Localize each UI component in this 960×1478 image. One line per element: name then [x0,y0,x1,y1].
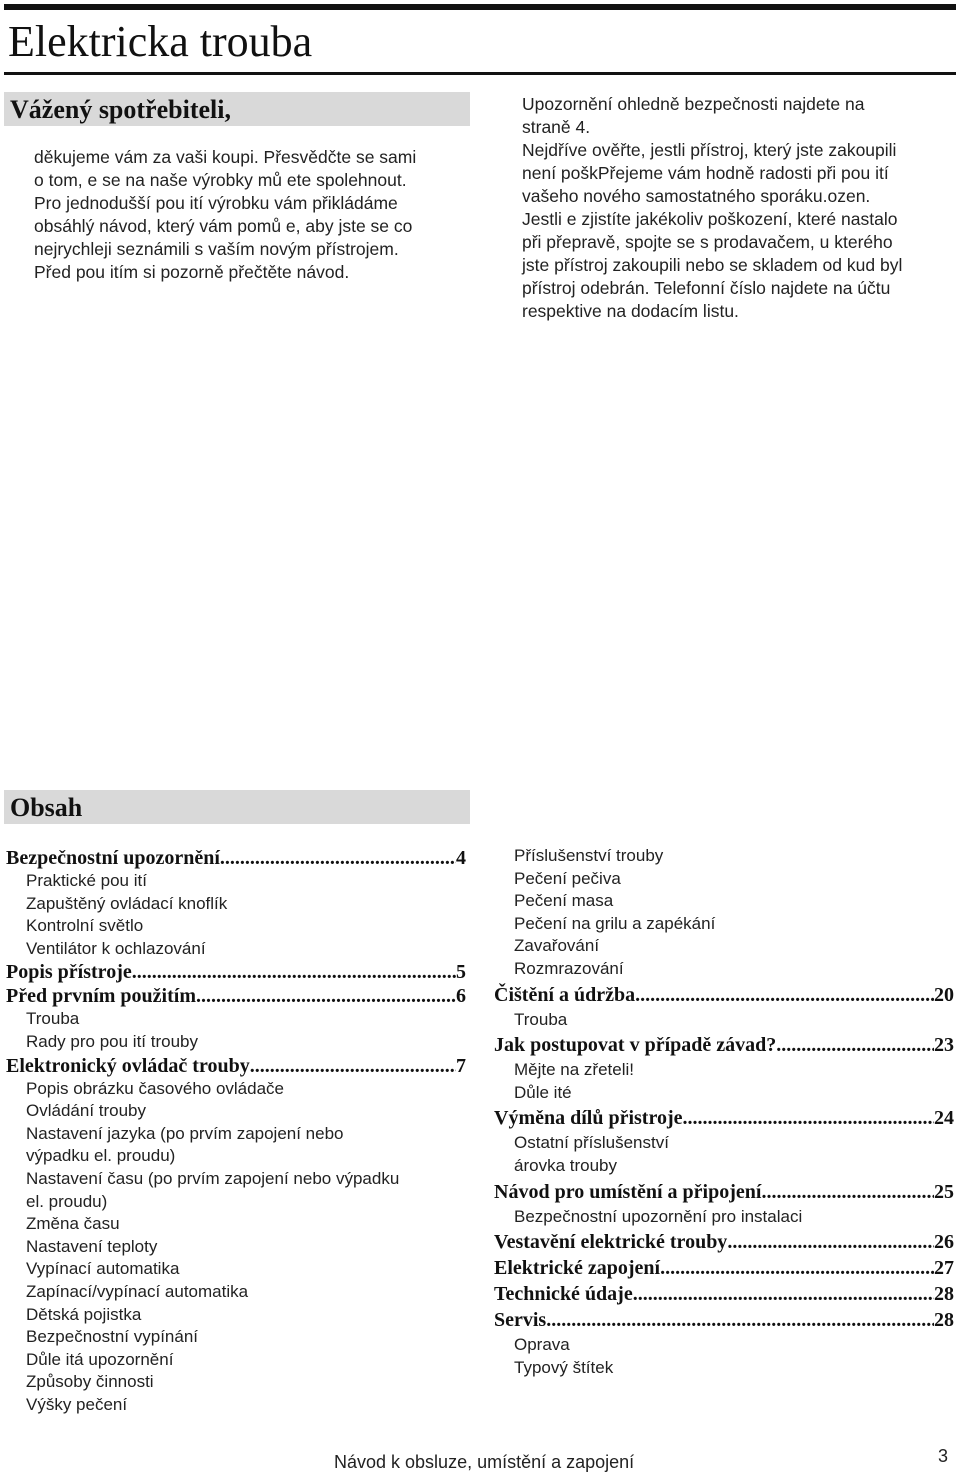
toc-entry-title: Bezpečnostní upozornění [6,847,220,869]
notice-line: jste přístroj zakoupili nebo se skladem od kud byl [522,255,903,275]
toc-leader-dots [727,1230,934,1254]
toc-entry-title: Elektronický ovládač trouby [6,1054,250,1077]
safety-notice [522,93,950,323]
toc-subentry[interactable]: Pečení na grilu a zapékání [514,913,716,933]
toc-entry-page: 7 [456,1054,466,1077]
toc-subentry[interactable]: Vypínací automatika [26,1259,180,1279]
toc-leader-dots [196,984,456,1008]
toc-subentry[interactable]: Příslušenství trouby [514,846,664,865]
toc-subentry[interactable]: Pečení masa [514,891,614,911]
toc-subentry[interactable]: Trouba [514,1009,568,1029]
toc-leader-dots [546,1308,934,1332]
toc-subentry[interactable]: Oprava [514,1335,570,1355]
notice-line: přístroj odebrán. Telefonní číslo najdete na účtu [522,278,891,298]
toc-entry[interactable] [6,846,466,870]
toc-leader-dots [633,1282,934,1306]
toc-entry-title: Technické údaje [494,1283,633,1306]
toc-leader-dots [250,1054,456,1078]
toc-subentry[interactable]: Typový štítek [514,1357,614,1377]
toc-subentry[interactable]: Zavařování [514,936,600,956]
toc-leader-dots [776,1033,934,1057]
toc-entry[interactable] [494,1180,954,1204]
toc-entry-title: Výměna dílů přistroje [494,1107,683,1130]
toc-subentry[interactable]: Výšky pečení [26,1394,128,1414]
toc-entry-title: Jak postupovat v případě závad? [494,1034,777,1057]
toc-subentry[interactable]: Ovládání trouby [26,1101,147,1121]
toc-leader-dots [683,1106,934,1130]
page-number: 3 [938,1446,949,1466]
toc-entry-page: 5 [456,961,466,984]
toc-leader-dots [635,983,934,1007]
toc-entry-title: Před prvním použitím [6,985,196,1008]
toc-entry-page: 20 [934,983,954,1006]
toc-subentry[interactable]: Zapínací/vypínací automatika [26,1281,249,1301]
toc-subentry[interactable]: Trouba [26,1009,80,1029]
toc-subentry[interactable]: Zapuštěný ovládací knoflík [26,893,228,913]
toc-entry-title: Popis přístroje [6,961,132,984]
toc-subentry[interactable]: Rozmrazování [514,958,624,978]
toc-entry-page: 26 [934,1231,954,1254]
toc-subentry[interactable]: Nastavení jazyka (po prvím zapojení nebo [26,1123,344,1143]
toc-entry-page: 28 [934,1309,954,1332]
toc-subentry[interactable]: Změna času [26,1214,120,1234]
toc-leader-dots [220,846,456,870]
toc-subentry[interactable]: el. proudu) [26,1191,108,1211]
toc-subentry[interactable]: árovka trouby [514,1155,617,1175]
top-rule [4,4,956,10]
notice-line: Upozornění ohledně bezpečnosti najdete na [522,94,865,114]
notice-line: Jestli e zjistíte jakékoliv poškození, které nastalo [522,209,898,229]
toc-subentry[interactable]: Praktické pou ití [26,871,147,890]
toc-left-column [6,846,466,1416]
toc-subentry[interactable]: Ostatní příslušenství [514,1133,669,1153]
footer-text: Návod k obsluze, umístění a zapojení [334,1452,635,1472]
greeting-line: obsáhlý návod, který vám pomů e, aby jste se co [34,216,413,236]
toc-entry[interactable] [494,1230,954,1254]
toc-subentry[interactable]: Ventilátor k ochlazování [26,938,206,958]
toc-entry[interactable] [494,1106,954,1130]
document-title: Elektricka trouba [8,17,313,66]
toc-subentry[interactable]: Důle ité [514,1082,572,1102]
greeting-line: o tom, e se na naše výrobky mů ete spolehnout. [34,170,407,190]
contents-heading: Obsah [4,790,470,824]
toc-subentry[interactable]: Bezpečnostní vypínání [26,1327,199,1347]
notice-line: při přepravě, spojte se s prodavačem, u kterého [522,232,893,252]
toc-subentry[interactable]: Kontrolní světlo [26,916,144,936]
toc-entry-page: 6 [456,985,466,1008]
greeting-line: děkujeme vám za vaši koupi. Přesvědčte se sami [34,147,417,167]
toc-subentry[interactable]: Popis obrázku časového ovládače [26,1078,284,1098]
title-rule [4,72,956,75]
toc-leader-dots [132,960,456,984]
toc-entry-title: Návod pro umístění a připojení [494,1180,762,1203]
toc-entry[interactable] [494,1308,954,1332]
toc-entry[interactable] [6,960,466,984]
greeting-line: Před pou itím si pozorně přečtěte návod. [34,262,350,282]
toc-entry-page: 4 [456,847,466,869]
notice-line: vašeho nového samostatného sporáku.ozen. [522,186,871,206]
toc-entry-page: 28 [934,1283,954,1306]
toc-entry-page: 27 [934,1257,954,1280]
toc-subentry[interactable]: Bezpečnostní upozornění pro instalaci [514,1206,803,1226]
toc-entry-title: Čištění a údržba [494,983,636,1006]
toc-subentry[interactable]: Pečení pečiva [514,868,621,888]
toc-subentry[interactable]: Nastavení teploty [26,1236,158,1256]
greeting-line: Pro jednodušší pou ití výrobku vám přikládáme [34,193,398,213]
toc-entry[interactable] [494,1282,954,1306]
notice-line: není poškPřejeme vám hodně radosti při pou ití [522,163,889,183]
toc-leader-dots [660,1256,934,1280]
toc-entry[interactable] [494,1033,954,1057]
toc-entry[interactable] [494,1256,954,1280]
toc-entry-page: 25 [934,1180,954,1203]
toc-entry-title: Elektrické zapojení [494,1257,661,1280]
greeting-text [34,146,474,284]
notice-line: respektive na dodacím listu. [522,301,739,321]
toc-subentry[interactable]: Rady pro pou ití trouby [26,1031,198,1051]
toc-entry-page: 24 [934,1107,954,1130]
toc-right-column [494,845,954,1379]
toc-subentry[interactable]: výpadku el. proudu) [26,1146,176,1166]
toc-subentry[interactable]: Mějte na zřeteli! [514,1060,634,1080]
toc-subentry[interactable]: Dětská pojistka [26,1304,142,1324]
toc-leader-dots [761,1180,934,1204]
toc-entry-title: Vestavění elektrické trouby [494,1231,728,1254]
toc-entry[interactable] [6,984,466,1008]
toc-entry[interactable] [6,1054,466,1078]
toc-entry-page: 23 [934,1034,954,1057]
toc-entry-title: Servis [494,1309,547,1332]
greeting-heading: Vážený spotřebiteli, [4,92,470,126]
toc-subentry[interactable]: Způsoby činnosti [26,1372,154,1392]
notice-line: Nejdříve ověřte, jestli přístroj, který jste zakoupili [522,140,897,160]
greeting-line: nejrychleji seznámili s vaším novým přístrojem. [34,239,399,259]
toc-entry[interactable] [494,983,954,1007]
notice-line: straně 4. [522,117,591,137]
toc-subentry[interactable]: Nastavení času (po prvím zapojení nebo výpadku [26,1168,400,1188]
toc-subentry[interactable]: Důle itá upozornění [26,1349,174,1369]
